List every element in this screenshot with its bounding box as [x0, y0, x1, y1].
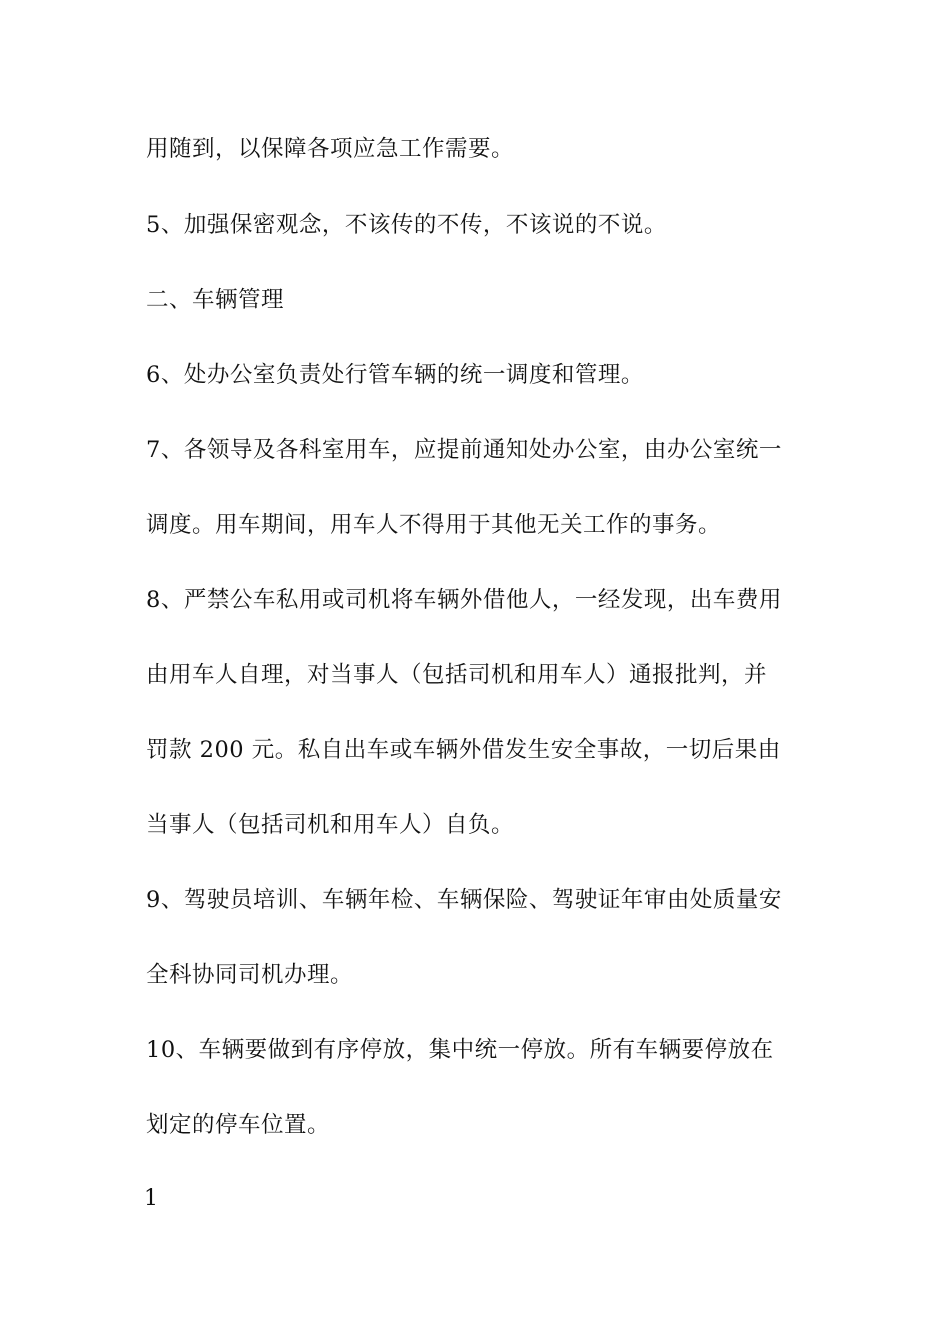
text-line: 5、加强保密观念，不该传的不传，不该说的不说。	[146, 212, 667, 238]
text-line: 用随到，以保障各项应急工作需要。	[146, 136, 515, 162]
text-line: 罚款 200 元。私自出车或车辆外借发生安全事故，一切后果由	[146, 737, 781, 763]
text-line: 划定的停车位置。	[146, 1112, 331, 1138]
page-number: 1	[144, 1186, 158, 1211]
text-line: 6、处办公室负责处行管车辆的统一调度和管理。	[146, 362, 644, 388]
section-heading: 二、车辆管理	[146, 287, 285, 313]
text-line: 8、严禁公车私用或司机将车辆外借他人，一经发现，出车费用	[146, 587, 782, 613]
text-line: 10、车辆要做到有序停放，集中统一停放。所有车辆要停放在	[146, 1037, 774, 1063]
text-line: 全科协同司机办理。	[146, 962, 354, 988]
text-line: 当事人（包括司机和用车人）自负。	[146, 812, 515, 838]
text-line: 9、驾驶员培训、车辆年检、车辆保险、驾驶证年审由处质量安	[146, 887, 782, 913]
text-line: 7、各领导及各科室用车，应提前通知处办公室，由办公室统一	[146, 437, 782, 463]
text-line: 由用车人自理，对当事人（包括司机和用车人）通报批判，并	[146, 662, 768, 688]
text-line: 调度。用车期间，用车人不得用于其他无关工作的事务。	[146, 512, 722, 538]
